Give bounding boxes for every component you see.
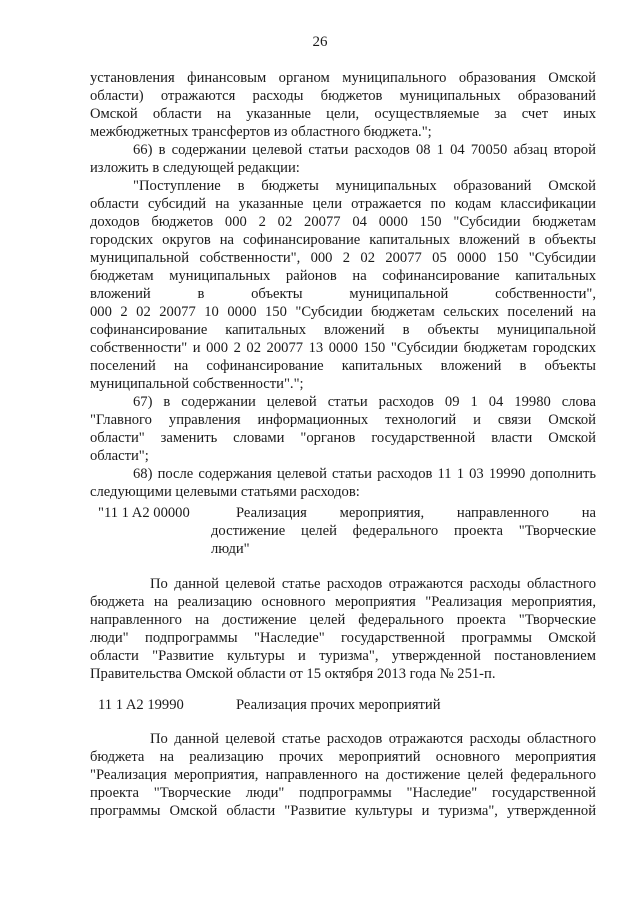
item-67-line: 67) в содержании целевой статьи расходов 09 1 04 19980 слова [133,394,596,410]
text-line: изложить в следующей редакции: [90,160,300,176]
description-line: программы Омской области "Развитие культуры и туризма", утвержденной [90,803,596,819]
text-line: муниципальной собственности", 000 2 02 20077 05 0000 150 "Субсидии [90,250,596,266]
text-line: Омской области на указанные цели, осуществляемые за счет иных [90,106,596,122]
description-line: По данной целевой статье расходов отражаются расходы областного [150,576,596,592]
text-line: межбюджетных трансфертов из областного бюджета."; [90,124,432,140]
text-line: бюджетам муниципальных районов на софинансирование капитальных [90,268,596,284]
target-label-2: Реализация прочих мероприятий [236,697,441,713]
text-line: "Главного управления информационных технологий и связи Омской [90,412,596,428]
item-66-line: 66) в содержании целевой статьи расходов 08 1 04 70050 абзац второй [133,142,596,158]
text-line: области" заменить словами "органов государственной власти Омской [90,430,596,446]
text-line: собственности" и 000 2 02 20077 13 0000 150 "Субсидии бюджетам городских [90,340,596,356]
text-line: области) отражаются расходы бюджетов муниципальных образований [90,88,596,104]
text-line: доходов бюджетов 000 2 02 20077 04 0000 150 "Субсидии бюджетам [90,214,596,230]
text-line: установления финансовым органом муниципального образования Омской [90,70,596,86]
description-line: Правительства Омской области от 15 октября 2013 года № 251-п. [90,666,496,682]
text-line: муниципальной собственности"."; [90,376,304,392]
text-line: софинансирование капитальных вложений в объекты муниципальной [90,322,596,338]
text-line: городских округов на софинансирование капитальных вложений в объекты [90,232,596,248]
text-line: вложений в объекты муниципальной собственности", [90,286,596,302]
description-line: бюджета на реализацию основного мероприятия "Реализация мероприятия, [90,594,596,610]
description-line: направленного на достижение целей федерального проекта "Творческие [90,612,596,628]
target-label-1-line: люди" [211,541,250,557]
text-line: области субсидий на указанные цели отражается по кодам классификации [90,196,596,212]
text-line: 000 2 02 20077 10 0000 150 "Субсидии бюджетам сельских поселений на [90,304,596,320]
description-line: "Реализация мероприятия, направленного на достижение целей федерального [90,767,596,783]
description-line: области "Развитие культуры и туризма", утвержденной постановлением [90,648,596,664]
target-code-2: 11 1 A2 19990 [98,697,184,713]
text-line: поселений на софинансирование капитальных вложений в объекты [90,358,596,374]
description-line: люди" подпрограммы "Наследие" государственной программы Омской [90,630,596,646]
text-line: области"; [90,448,149,464]
description-line: По данной целевой статье расходов отражаются расходы областного [150,731,596,747]
target-label-1-line: достижение целей федерального проекта "Творческие [211,523,596,539]
description-line: проекта "Творческие люди" подпрограммы "Наследие" государственной [90,785,596,801]
target-label-1-line: Реализация мероприятия, направленного на [236,505,596,521]
page-number: 26 [312,34,328,50]
target-code-1: "11 1 A2 00000 [98,505,190,521]
text-line: следующими целевыми статьями расходов: [90,484,360,500]
item-68-line: 68) после содержания целевой статьи расходов 11 1 03 19990 дополнить [133,466,596,482]
description-line: бюджета на реализацию прочих мероприятий основного мероприятия [90,749,596,765]
quote-line: "Поступление в бюджеты муниципальных образований Омской [133,178,596,194]
